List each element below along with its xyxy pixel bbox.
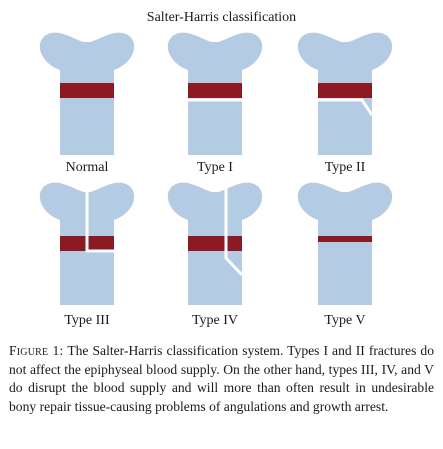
bone-type-i [168, 33, 262, 155]
growth-plate [60, 83, 114, 98]
bone-normal [40, 33, 134, 155]
bone-type-iv [168, 183, 262, 305]
bone-type-ii [298, 33, 392, 155]
bone-type-iii [40, 183, 134, 305]
label-type-iii: Type III [64, 313, 110, 328]
bone-shape [298, 183, 392, 305]
growth-plate [188, 83, 242, 98]
label-type-i: Type I [197, 160, 233, 175]
label-normal: Normal [65, 160, 109, 175]
label-type-iv: Type IV [191, 313, 239, 328]
growth-plate [188, 236, 242, 251]
caption-prefix: Figure 1: [9, 343, 64, 358]
label-type-ii: Type II [324, 160, 366, 175]
label-type-v: Type V [324, 313, 366, 328]
growth-plate [318, 236, 372, 242]
figure-caption [9, 342, 434, 416]
growth-plate [318, 83, 372, 98]
figure-title: Salter-Harris classification [146, 10, 297, 25]
bone-type-v [298, 183, 392, 305]
caption-body: The Salter-Harris classification system. Types I and II fractures do not affect the epiphyseal blood supply. On the other hand, types III, IV, and V do disrupt the blood supply and will more than often result in undesirable bony repair tissue-causing problems of angulations and growth arrest. [9, 343, 434, 414]
